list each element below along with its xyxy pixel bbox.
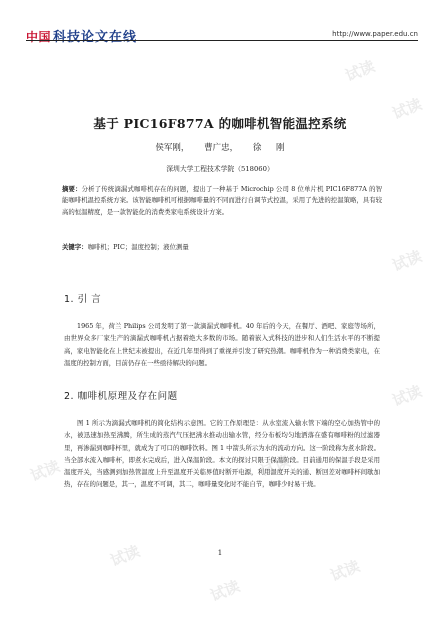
logo-text-red: 中国 (26, 30, 52, 44)
page-header (26, 22, 418, 52)
watermark: 试读 (27, 456, 63, 485)
watermark: 试读 (207, 576, 243, 605)
section-heading: 1. 引 言 (64, 294, 102, 305)
keywords (62, 242, 382, 253)
watermark: 试读 (342, 56, 378, 85)
keywords-label: 关键字： (62, 243, 88, 251)
watermark: 试读 (389, 94, 425, 123)
site-logo[interactable] (26, 26, 137, 45)
paper-authors (0, 141, 440, 153)
watermark: 试读 (389, 246, 425, 275)
watermark: 试读 (257, 451, 293, 480)
header-divider (26, 40, 418, 41)
section-heading: 2. 咖啡机原理及存在问题 (64, 391, 178, 402)
author-name: 徐 刚 (252, 143, 285, 153)
watermark: 试读 (389, 381, 425, 410)
abstract-label: 摘要： (62, 185, 82, 193)
author-affiliation: 深圳大学工程技术学院（518060） (166, 165, 274, 173)
page-number: 1 (217, 549, 223, 557)
paper-title: 基于 PIC16F877A 的咖啡机智能温控系统 (93, 116, 347, 131)
abstract (62, 184, 382, 218)
author-name: 曹广忠， (204, 143, 239, 153)
watermark: 试读 (327, 556, 363, 585)
site-url-link[interactable]: http://www.paper.edu.cn (332, 30, 418, 38)
abstract-text: 分析了传统滴漏式咖啡机存在的问题，提出了一种基于 Microchip 公司 8 位单片机 PIC16F877A 的智能咖啡机温控系统方案。该智能咖啡机可根据咖啡量的不同而进行自调节式控温，采用了先进的控温策略，具有较高的恒温精度，是一款智能化的消费类家电系统设计方案。 (62, 185, 383, 216)
logo-text-blue: 科技论文在线 (53, 30, 138, 45)
author-name: 侯军刚， (155, 143, 190, 153)
keywords-text: 咖啡机；PIC；温度控制；液位测量 (87, 243, 189, 251)
body-paragraph: 1965 年，荷兰 Philips 公司发明了第一款滴漏式咖啡机。40 年后的今天，在餐厅、酒吧、家庭等场所，由世界众多厂家生产的滴漏式咖啡机占据着绝大多数的市场。随着嵌入式科技的进步和人们生活水平的不断提高，家电智能化在上世纪末被提出，在近几年里得到了重视并引发了研究热潮。咖啡机作为一种消费类家电，在温度的控制方面，目前仍存在一些亟待解决的问题。 (64, 322, 380, 367)
body-paragraph: 图 1 所示为滴漏式咖啡机的简化结构示意图。它的工作原理是：从水室流入输水管下端的空心加热管中的水，被迅速加热至沸腾，所生成的蒸汽气压把沸水推动出输水管，经分布板均匀地洒落在盛有咖啡粉的过滤器里，再渗漏到咖啡杯里，就成为了可口的咖啡饮料。图 1 中箭头所示为水的流动方向。这一阶段称为煮水阶段。当全部水流入咖啡杯，即煮水完成后，进入保温阶段。本文的探讨只限于保温阶段。目前通用的保温手段是采用温度开关，当感测到加热管温度上升至温度开关临界值时断开电源，利用温度开关的通、断回差对咖啡杯间歇加热，存在的问题是，其一，温度不可调，其二，咖啡量变化时不能自节，咖啡少时易干烧。 (64, 419, 380, 489)
watermark: 试读 (107, 541, 143, 570)
